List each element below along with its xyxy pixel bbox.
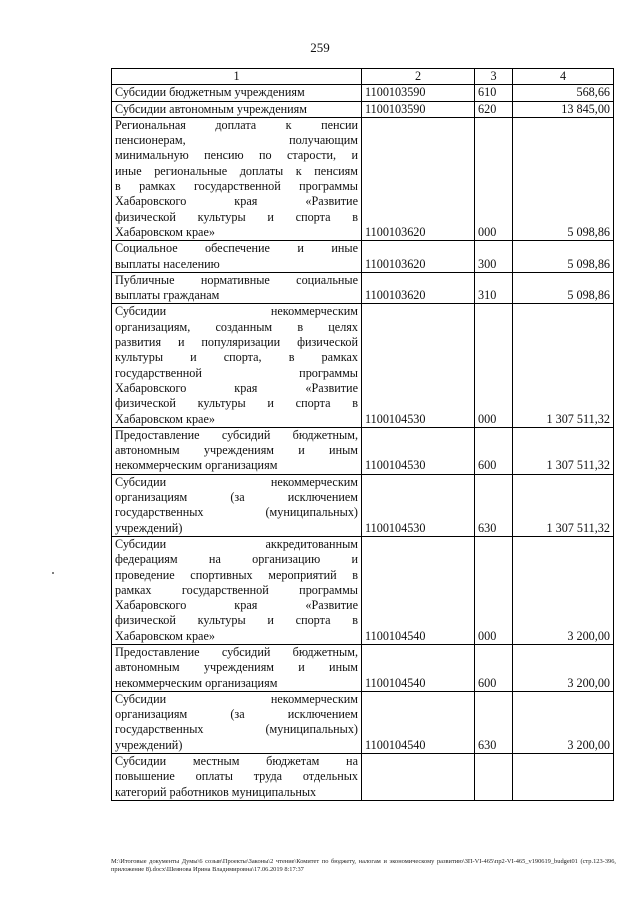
row-amount: 568,66 — [513, 85, 614, 101]
description-line: развития и популяризации физической — [115, 335, 358, 350]
row-description — [112, 85, 362, 101]
description-line: выплаты гражданам — [115, 288, 220, 303]
table-row — [112, 85, 614, 101]
row-amount: 5 098,86 — [513, 272, 614, 304]
description-line: Региональная доплата к пенсии — [115, 117, 358, 132]
description-line: Субсидии некоммерческим — [115, 691, 358, 706]
row-amount: 3 200,00 — [513, 691, 614, 753]
description-line: некоммерческим организациям — [115, 458, 278, 473]
row-expense-type: 630 — [475, 474, 513, 536]
description-line: Хабаровском крае» — [115, 628, 215, 643]
description-line: физической культуры и спорта в — [115, 209, 358, 224]
table-row — [112, 474, 614, 536]
description-line: Хабаровском крае» — [115, 411, 215, 426]
row-target-code: 1100104530 — [362, 474, 475, 536]
description-line: организациям (за исключением — [115, 707, 358, 722]
table-row — [112, 304, 614, 427]
row-target-code: 1100103590 — [362, 101, 475, 117]
description-line: культуры и спорта, в рамках — [115, 350, 358, 365]
row-target-code: 1100104540 — [362, 691, 475, 753]
row-amount: 3 200,00 — [513, 644, 614, 691]
row-amount: 13 845,00 — [513, 101, 614, 117]
file-path-footer: M:\Итоговые документы Думы\6 созыв\Проекты\Законы\2 чтение\Комитет по бюджету, налогам и экономическому развитию\ЗП-VI-465\пр2-VI-465_v190619_budget01 (стр.123-396, приложение 8).docx\Шеянова Ирина Владимировна\17.06.2019 8:17:37 — [111, 858, 616, 873]
scan-artifact — [52, 572, 54, 574]
description-line: Субсидии местным бюджетам на — [115, 754, 358, 769]
table-row — [112, 272, 614, 304]
row-expense-type: 600 — [475, 644, 513, 691]
row-expense-type — [475, 754, 513, 801]
row-expense-type: 620 — [475, 101, 513, 117]
row-amount — [513, 754, 614, 801]
description-line: минимальную пенсию по старости, и — [115, 148, 358, 163]
description-line: проведение спортивных мероприятий в — [115, 567, 358, 582]
description-line: Хабаровского края «Развитие — [115, 380, 358, 395]
description-line: автономным учреждениям и иным — [115, 443, 358, 458]
row-expense-type: 300 — [475, 241, 513, 273]
row-expense-type: 610 — [475, 85, 513, 101]
description-line: Предоставление субсидий бюджетным, — [115, 644, 358, 659]
description-line: Хабаровском крае» — [115, 224, 215, 239]
row-target-code: 1100103620 — [362, 117, 475, 240]
row-description — [112, 272, 362, 304]
description-line: Публичные нормативные социальные — [115, 272, 358, 287]
row-target-code: 1100104540 — [362, 644, 475, 691]
row-description — [112, 536, 362, 644]
description-line: выплаты населению — [115, 256, 220, 271]
page-number: 259 — [310, 40, 330, 55]
header-col-1: 1 — [112, 69, 362, 85]
table-row — [112, 644, 614, 691]
table-row — [112, 536, 614, 644]
row-description — [112, 427, 362, 474]
row-description — [112, 241, 362, 273]
description-line: физической культуры и спорта в — [115, 613, 358, 628]
row-amount: 5 098,86 — [513, 117, 614, 240]
description-line: категорий работников муниципальных — [115, 784, 317, 799]
table-row — [112, 117, 614, 240]
description-line: организациям, созданным в целях — [115, 319, 358, 334]
row-description — [112, 117, 362, 240]
header-col-4: 4 — [513, 69, 614, 85]
table-row — [112, 241, 614, 273]
description-line: Социальное обеспечение и иные — [115, 241, 358, 256]
description-line: государственных (муниципальных) — [115, 505, 358, 520]
description-line: Субсидии автономным учреждениям — [115, 101, 307, 116]
description-line: государственных (муниципальных) — [115, 722, 358, 737]
row-target-code — [362, 754, 475, 801]
description-line: физической культуры и спорта в — [115, 396, 358, 411]
description-line: Предоставление субсидий бюджетным, — [115, 427, 358, 442]
description-line: пенсионерам, получающим — [115, 133, 358, 148]
row-target-code: 1100104540 — [362, 536, 475, 644]
description-line: рамках государственной программы — [115, 582, 358, 597]
description-line: учреждений) — [115, 737, 183, 752]
row-expense-type: 000 — [475, 304, 513, 427]
row-expense-type: 600 — [475, 427, 513, 474]
description-line: автономным учреждениям и иным — [115, 660, 358, 675]
row-target-code: 1100103590 — [362, 85, 475, 101]
description-line: иные региональные доплаты к пенсиям — [115, 163, 358, 178]
table-row — [112, 754, 614, 801]
row-description — [112, 691, 362, 753]
row-amount: 1 307 511,32 — [513, 304, 614, 427]
description-line: в рамках государственной программы — [115, 179, 358, 194]
row-expense-type: 000 — [475, 117, 513, 240]
row-description — [112, 304, 362, 427]
row-target-code: 1100104530 — [362, 304, 475, 427]
description-line: повышение оплаты труда отдельных — [115, 769, 358, 784]
row-expense-type: 000 — [475, 536, 513, 644]
row-target-code: 1100104530 — [362, 427, 475, 474]
row-amount: 5 098,86 — [513, 241, 614, 273]
row-amount: 1 307 511,32 — [513, 474, 614, 536]
row-description — [112, 754, 362, 801]
table-row — [112, 691, 614, 753]
description-line: Хабаровского края «Развитие — [115, 194, 358, 209]
row-target-code: 1100103620 — [362, 241, 475, 273]
description-line: некоммерческим организациям — [115, 675, 278, 690]
row-amount: 3 200,00 — [513, 536, 614, 644]
header-col-2: 2 — [362, 69, 475, 85]
description-line: государственной программы — [115, 365, 358, 380]
description-line: Субсидии некоммерческим — [115, 474, 358, 489]
row-target-code: 1100103620 — [362, 272, 475, 304]
row-description — [112, 101, 362, 117]
row-amount: 1 307 511,32 — [513, 427, 614, 474]
row-expense-type: 630 — [475, 691, 513, 753]
row-description — [112, 474, 362, 536]
row-expense-type: 310 — [475, 272, 513, 304]
header-col-3: 3 — [475, 69, 513, 85]
budget-table — [111, 68, 614, 801]
description-line: организациям (за исключением — [115, 490, 358, 505]
description-line: Хабаровского края «Развитие — [115, 598, 358, 613]
row-description — [112, 644, 362, 691]
table-row — [112, 101, 614, 117]
description-line: Субсидии аккредитованным — [115, 536, 358, 551]
description-line: федерациям на организацию и — [115, 552, 358, 567]
description-line: Субсидии некоммерческим — [115, 304, 358, 319]
table-header-row — [112, 69, 614, 85]
table-row — [112, 427, 614, 474]
description-line: учреждений) — [115, 520, 183, 535]
description-line: Субсидии бюджетным учреждениям — [115, 85, 305, 100]
